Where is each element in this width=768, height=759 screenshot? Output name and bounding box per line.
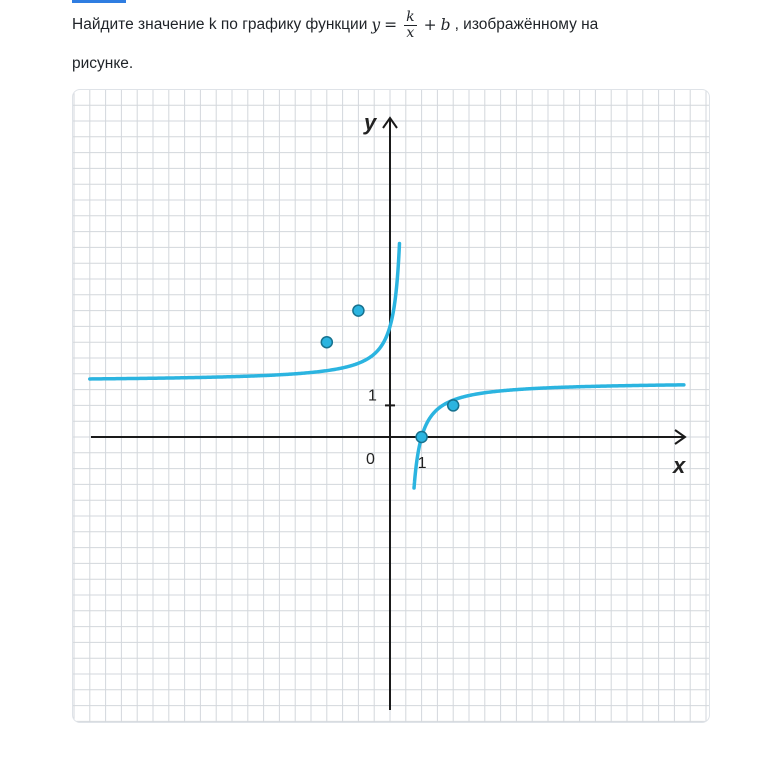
marked-point-4 xyxy=(448,400,459,411)
y-tick-label: 1 xyxy=(368,387,377,405)
question-text-before: Найдите значение k по графику функции xyxy=(72,16,368,33)
graph-figure xyxy=(72,89,710,723)
formula-lhs: y xyxy=(371,16,381,34)
function-graph xyxy=(73,90,709,722)
marked-point-1 xyxy=(321,337,332,348)
question-text-after: , изображённому на xyxy=(454,16,599,33)
origin-label: 0 xyxy=(366,451,375,468)
y-axis-label: y xyxy=(364,110,377,135)
formula-plus: + xyxy=(423,16,437,34)
marked-point-2 xyxy=(353,305,364,316)
formula-equals: = xyxy=(384,16,398,34)
x-tick-label: 1 xyxy=(417,455,427,472)
x-axis-label: x xyxy=(673,453,686,478)
formula-term: b xyxy=(440,16,451,34)
question-text-line2: рисунке. xyxy=(72,55,134,72)
marked-point-3 xyxy=(416,432,427,443)
formula-fraction xyxy=(404,10,416,41)
function-formula xyxy=(371,10,450,41)
formula-denominator: x xyxy=(406,24,415,41)
curves xyxy=(90,243,684,488)
axis-labels xyxy=(363,110,686,478)
top-accent-bar xyxy=(72,0,126,3)
question-text xyxy=(72,10,712,76)
formula-numerator: k xyxy=(406,8,415,25)
